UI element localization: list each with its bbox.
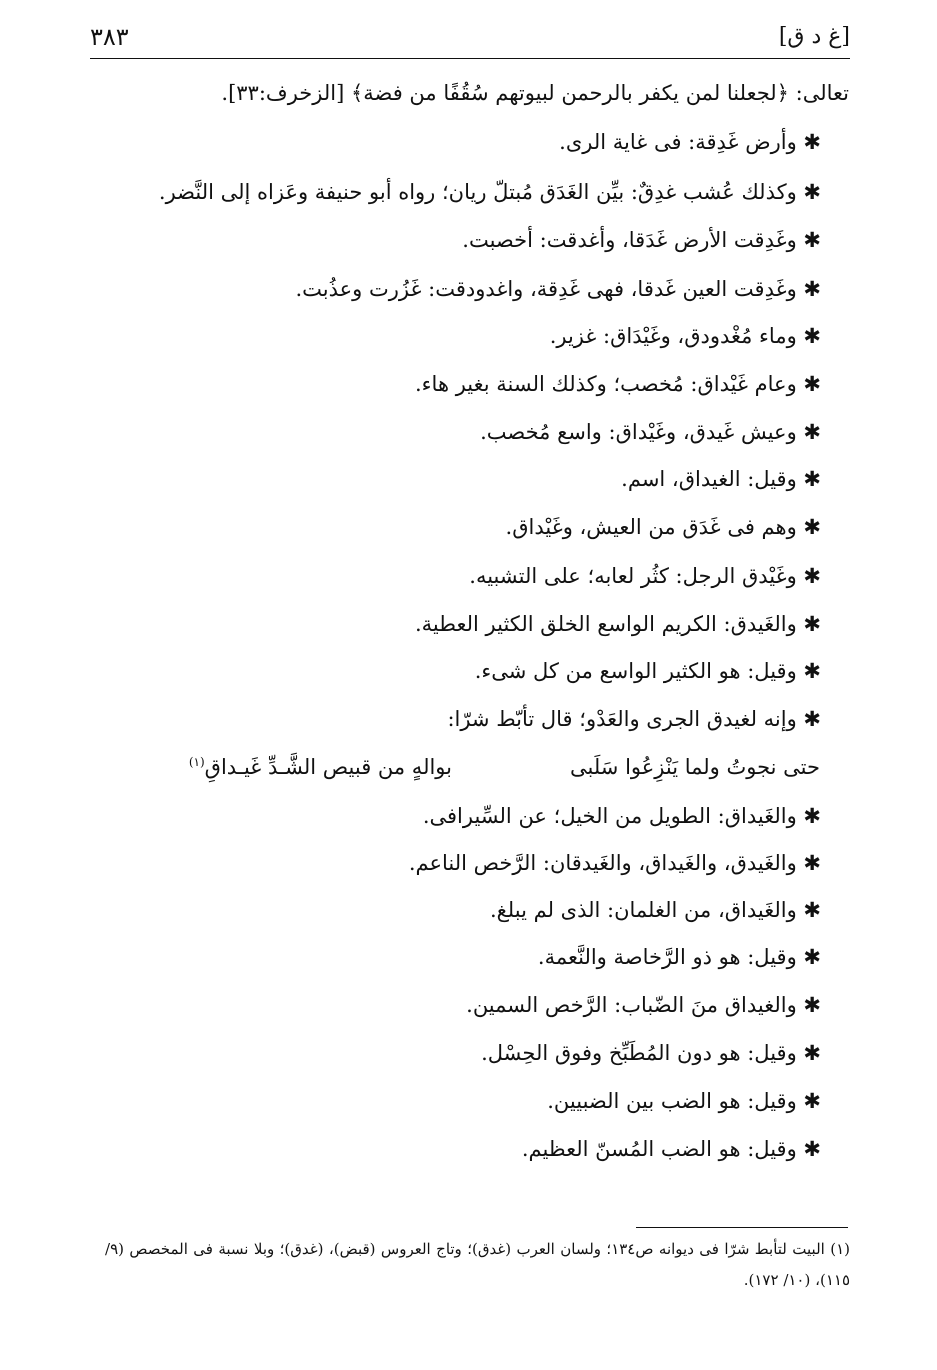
entry-line: ✱ وغَيْدق الرجل: كثُر لعابه؛ على التشبيه. — [469, 564, 821, 588]
entry-line: ✱ وماء مُغْدودق، وغَيْدَاق: غزير. — [549, 324, 821, 348]
entry-line: ✱ والغَيدق، والغَيداق، والغَيدقان: الرَّخص الناعم. — [408, 851, 821, 875]
poem-second-hemistich — [189, 752, 452, 782]
entry-line: ✱ وغَدِقت العين غَدقا، فهى غَدِقة، واغدودقت: غَزُرت وعذُبت. — [295, 277, 821, 301]
page-header — [90, 22, 850, 56]
entry-line: ✱ وقيل: هو الضب بين الضبيين. — [547, 1089, 821, 1113]
entry-line: ✱ وعام غَيْداق: مُخصب؛ وكذلك السنة بغير هاء. — [415, 372, 821, 396]
footnote: (١) البيت لتأبط شرّا فى ديوانه ص١٣٤؛ ولسان العرب (غدق)؛ وتاج العروس (قبض)، (غدق)؛ وبلا نسبة فى المخصص (٩/ ١١٥)، (١٠/ ١٧٢). — [105, 1240, 850, 1289]
entry-line: ✱ وعيش غَيدق، وغَيْداق: واسع مُخصب. — [480, 420, 821, 444]
entry-line: ✱ والغَيداق: الطويل من الخيل؛ عن السِّيرافى. — [422, 804, 821, 828]
entry-line: ✱ والغَيداق، من الغلمان: الذى لم يبلغ. — [489, 898, 821, 922]
entry-line: ✱ وغَدِقت الأرض غَدَقا، وأغدقت: أخصبت. — [462, 228, 821, 252]
entry-line: ✱ وقيل: الغيداق، اسم. — [621, 467, 821, 491]
footnote-rule — [636, 1227, 848, 1228]
header-rule — [90, 58, 850, 59]
root-heading: [غ د ق] — [778, 24, 850, 49]
footnote-marker: (١) — [188, 755, 205, 769]
poem-second-hemistich-text: بوالهٍ من قبيص الشَّـدِّ غَيـداقِ — [204, 755, 452, 779]
entry-line: ✱ وقيل: هو الضب المُسنّ العظيم. — [521, 1137, 821, 1161]
entry-line: ✱ والغيداق منَ الضّباب: الرَّخص السمين. — [466, 993, 821, 1017]
poem-first-hemistich: حتى نجوتُ ولما يَنْزِعُوا سَلَبى — [570, 755, 820, 779]
entry-line: ✱ وأرض غَدِقة: فى غاية الرى. — [559, 130, 821, 154]
entry-line: ✱ وهم فى غَدَق من العيش، وغَيْداق. — [505, 515, 821, 539]
entry-line: ✱ والغَيدق: الكريم الواسع الخلق الكثير العطية. — [414, 612, 821, 636]
entry-line: ✱ وكذلك عُشب غدِقٌ: بيِّن الغَدَق مُبتلّ ريان؛ رواه أبو حنيفة وعَزاه إلى النَّضر. — [158, 180, 821, 204]
entry-line: ✱ وقيل: هو دون المُطَبِّخ وفوق الحِسْل. — [481, 1041, 821, 1065]
entry-line: ✱ وقيل: هو الكثير الواسع من كل شىء. — [474, 659, 821, 683]
entry-line: تعالى: ﴿لجعلنا لمن يكفر بالرحمن لبيوتهم سُقُفًا من فضة﴾ [الزخرف:٣٣]. — [221, 81, 849, 105]
entry-line: ✱ وإنه لغيدق الجرى والعَدْو؛ قال تأبّط شرّا: — [447, 707, 821, 731]
page-number: ٣٨٣ — [90, 23, 129, 51]
entry-line: ✱ وقيل: هو ذو الرَّخاصة والنَّعمة. — [537, 945, 821, 969]
